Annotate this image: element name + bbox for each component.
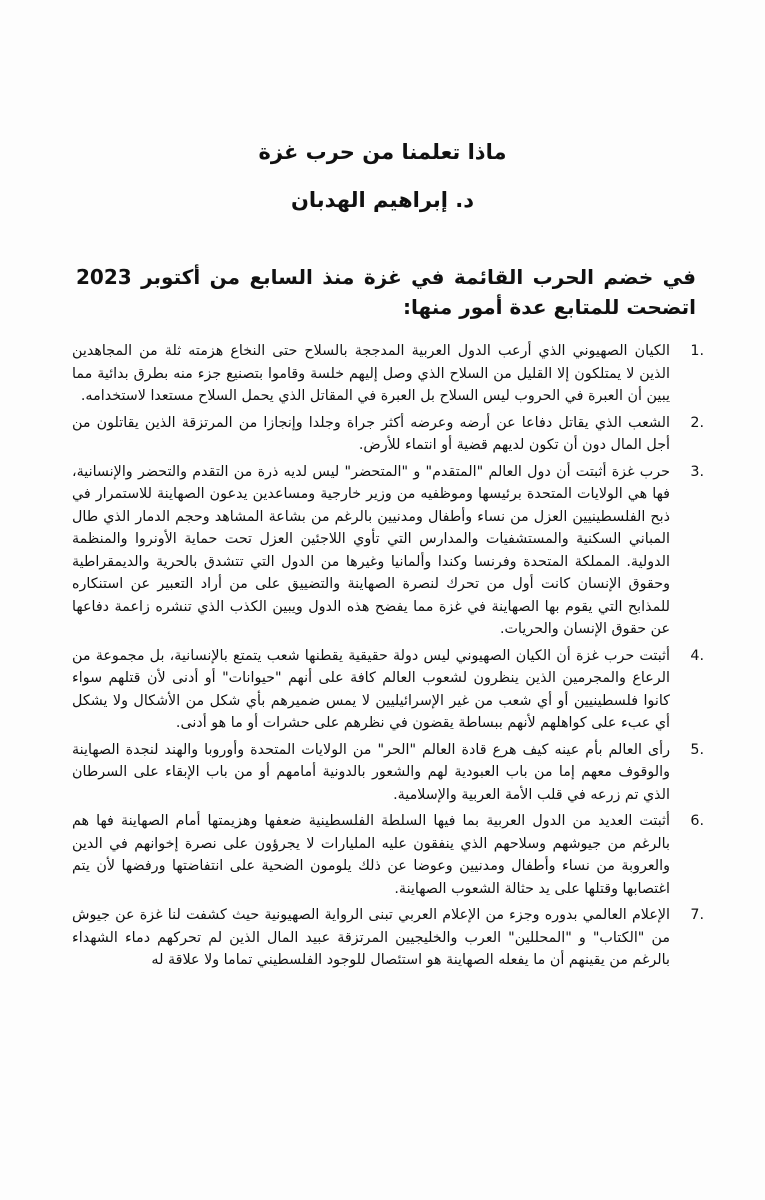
list-item xyxy=(72,739,704,807)
list-item xyxy=(72,904,704,972)
list-item xyxy=(72,810,704,900)
item-number: 1. xyxy=(690,343,704,359)
document-title: ماذا تعلمنا من حرب غزة xyxy=(258,140,507,164)
item-text: الشعب الذي يقاتل دفاعا عن أرضه وعرضه أكثر جراة وجلدا وإنجازا من المرتزقة الذين يقاتلون من أجل المال دون أن تكون لديهم قضية أو انتماء للأرض. xyxy=(72,414,670,453)
item-text: الكيان الصهيوني الذي أرعب الدول العربية المدججة بالسلاح حتى النخاع هزمته ثلة من المجاهدين الذين لا يمتلكون إلا القليل من السلاح الذي وصل إليهم خلسة وقاموا بتصنيع جزء منه بطرق بدائية مما يبين أن العبرة في الحروب ليس السلاح بل العبرة في المقاتل الذي يحمل السلاح مستعدا لاستخدامه. xyxy=(72,343,670,404)
item-text: رأى العالم بأم عينه كيف هرع قادة العالم "الحر" من الولايات المتحدة وأوروبا والهند لنجدة الصهاينة والوقوف معهم إما من باب العبودية لهم والشعور بالدونية أمامهم أو من باب الإبقاء على السرطان الذي تم زرعه في قلب الأمة العربية والإسلامية. xyxy=(72,741,670,803)
item-text: أثبتت العديد من الدول العربية بما فيها السلطة الفلسطينية ضعفها وهزيمتها أمام الصهاينة فها هم بالرغم من جيوشهم وسلاحهم الذي ينفقون عليه المليارات لا يجرؤون على نصرة إخوانهم في الدين والعروبة من نساء وأطفال ومدنيين وعوضا عن ذلك يلومون الضحية على انتفاضتها ورفضها لأن يتم اغتصابها وقتلها على يد حثالة الشعوب الصهاينة. xyxy=(72,813,670,897)
list-item xyxy=(72,340,704,408)
item-number: 5. xyxy=(690,741,704,758)
list-item xyxy=(72,645,704,735)
item-number: 4. xyxy=(690,647,704,664)
item-text: أثبتت حرب غزة أن الكيان الصهيوني ليس دولة حقيقية يقطنها شعب يتمتع بالإنسانية، بل مجموعة من الرعاع والمجرمين الذين ينظرون لشعوب العالم كافة على أنهم "حيوانات" أو أدنى لأن قتلهم سواء كانوا فلسطينيين أو أي شعب من غير الإسرائيليين لا يمس ضميرهم بأي شكل من الأشكال ولا يشكل أي عبء على كواهلهم لأنهم ببساطة يقضون في نظرهم على حشرات أو ما هو أدنى. xyxy=(72,647,670,731)
item-number: 6. xyxy=(690,813,704,829)
item-number: 3. xyxy=(690,463,704,480)
document-author: د. إبراهيم الهدبان xyxy=(290,188,475,212)
points-list xyxy=(72,340,704,976)
list-item xyxy=(72,412,704,457)
list-item xyxy=(72,461,704,641)
item-number: 7. xyxy=(690,907,704,923)
intro-paragraph: في خضم الحرب القائمة في غزة منذ السابع من أكتوبر 2023 اتضحت للمتابع عدة أمور منها: xyxy=(76,265,696,319)
item-number: 2. xyxy=(690,414,704,431)
item-text: حرب غزة أثبتت أن دول العالم "المتقدم" و "المتحضر" ليس لديه ذرة من التقدم والتحضر والإنسانية، فها هي الولايات المتحدة برئيسها وموظفيه من وزير خارجية ومساعدين يدعون الصهاينة للاستمرار في ذبح الفلسطينيين العزل من نساء وأطفال ومدنيين بالرغم من بشاعة المشاهد وحجم الدمار الذي طال المباني السكنية والمستشفيات والمدارس التي تأوي اللاجئين العزل تحت حماية الأونروا والمنظمة الدولية. المملكة المتحدة وفرنسا وكندا وألمانيا وغيرها من الدول التي تتشدق بالحرية والديمقراطية وحقوق الإنسان كانت أول من تحرك لنصرة الصهاينة والتضييق على من أراد التعبير عن استنكاره للمذابح التي يقوم بها الصهاينة في غزة مما يفضح هذه الدول ويبين الكذب الذي تنشره زاعمة دفاعها عن حقوق الإنسان والحريات. xyxy=(72,463,670,637)
item-text: الإعلام العالمي بدوره وجزء من الإعلام العربي تبنى الرواية الصهيونية حيث كشفت لنا غزة عن جيوش من "الكتاب" و "المحللين" العرب والخليجيين المرتزقة عبيد المال الذين لم تحركهم دماء الشهداء بالرغم من يقينهم أن ما يفعله الصهاينة هو استئصال للوجود الفلسطيني تماما ولا علاقة له xyxy=(72,907,670,968)
